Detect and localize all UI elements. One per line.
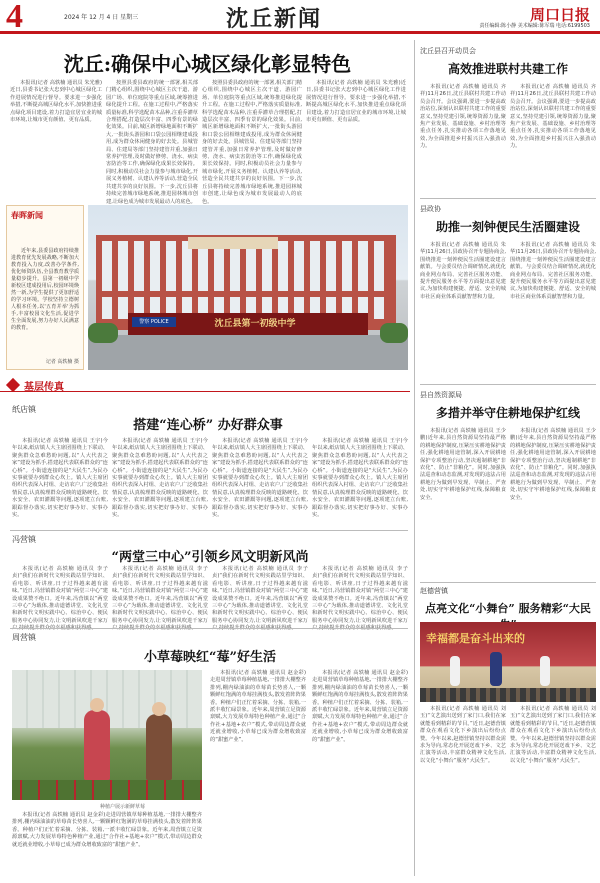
- main-headline: 沈丘:确保中心城区绿化彰显特色: [63, 52, 352, 76]
- r2-headline: 助推一刻钟便民生活圈建设: [435, 220, 580, 234]
- strawberry-photo: [12, 670, 202, 800]
- r2-body-1: 本报讯(记者 高轶楠 通讯员 朱华)11月26日,县政协召开专题协商会,围绕推进一刻钟便民生活圈建设建言献策。与会委员结合调研情况,就优化商业网点布局、完善社区服务功能、提升便民服务水平等方面提出意见建议,为加快构建便捷、舒适、安全的城市社区商业体系贡献智慧和力量。: [420, 242, 506, 300]
- farmer-2-head: [152, 702, 166, 716]
- s3-body-3: 本报讯(记者 高轶楠 通讯员 赵金彩)走进周营镇草莓种植基地,一排排大棚整齐排列,棚内绿油油的草莓苗长势喜人,一颗颗鲜红饱满的草莓挂满枝头,散发着阵阵果香。种植户们正忙着采摘、分拣、装箱,一派丰收忙碌景象。近年来,周营镇立足资源禀赋,大力发展草莓特色种植产业,通过“合作社+基地+农户”模式,带动周边群众就近就业增收,小草莓已成为群众增收致富的“甜蜜产业”。: [12, 812, 202, 848]
- stage-banner: 幸福都是奋斗出来的: [426, 632, 525, 645]
- sidebar-tag: 春晖新闻: [11, 211, 43, 220]
- r4-body-2: 本报讯(记者 高轶楠 通讯员 刘玉)“文艺演出送到了家门口,我们在家就能看到精彩的节目。”近日,赵德营镇群众在观看文化下乡演出后纷纷点赞。今年以来,赵德营镇坚持以群众需求为导向,常态化开展送戏下乡、文艺汇演等活动,丰富群众精神文化生活,以文化“小舞台”服务“大民生”。: [510, 706, 596, 764]
- r1-kicker: 沈丘县召开动员会: [420, 47, 476, 55]
- school-photo: [88, 205, 408, 370]
- r3-headline: 多措并举守住耕地保护红线: [435, 406, 580, 420]
- s1-headline: 搭建“连心桥” 办好群众事: [133, 418, 283, 433]
- performer-1: [450, 656, 460, 686]
- s1-body-1: 本报讯(记者 高轶楠 通讯员 王宇)今年以来,纸店镇人大主席团围绕上下联动、聚焦群众急难愁盼问题,以“人大代表之家”建设为抓手,搭建起代表联系群众的“连心桥”。小街道连接的是“大民生”,为民办实事就要办到群众心坎上。镇人大主席团组织代表深入村组、走访农户,广泛收集社情民意,认真梳理群众反映的道路硬化、饮水安全、农田灌溉等问题,逐项建立台账,跟踪督办落实,切实把好事办好、实事办实。: [12, 438, 108, 519]
- s3-photo-caption: 种植户展示新鲜草莓: [100, 804, 146, 810]
- r1-divider: [420, 198, 596, 199]
- r3-body-1: 本报讯(记者 高轶楠 通讯员 王少鹏)近年来,县自然资源局坚持最严格的耕地保护制度,压紧压实耕地保护责任,强化耕地用途管制,深入开展耕地保护专项整治行动,坚决遏制耕地“非农化”、防止“非粮化”。同时,加强执法巡查和动态监测,对发现的违法占用耕地行为做到早发现、早制止、严查处,切实守牢耕地保护红线,保障粮食安全。: [420, 428, 506, 501]
- s2-body-3: 本报讯(记者 高轶楠 通讯员 李子贞)“我们在新时代文明实践站里学知识、看电影、听讲座,日子过得越来越有滋味。”近日,冯营镇群众对镇“两堂三中心”建设成果赞不绝口。近年来,冯营镇以“两堂三中心”为载体,推动道德讲堂、文化礼堂和新时代文明实践中心、综治中心、便民服务中心协同发力,让文明新风吹进千家万: [212, 566, 308, 624]
- s1-kicker: 纸店镇: [12, 405, 36, 414]
- r1-body-2: 本报讯(记者 高轶楠 通讯员 齐祥)11月26日,沈丘县联村共建工作动员会召开。会议强调,要进一步提高政治站位,深刻认识联村共建工作的重要意义,坚持党建引领,统筹资源力量,聚焦产业发展、基础设施、乡村治理等重点任务,扎实推动各项工作落地见效,为全面推进乡村振兴注入强劲动力。: [510, 84, 596, 150]
- s2-body-4: 本报讯(记者 高轶楠 通讯员 李子贞)“我们在新时代文明实践站里学知识、看电影、听讲座,日子过得越来越有滋味。”近日,冯营镇群众对镇“两堂三中心”建设成果赞不绝口。近年来,冯营镇以“两堂三中心”为载体,推动道德讲堂、文化礼堂和新时代文明实践中心、综治中心、便民服务中心协同发力,让文明新风吹进千家万: [312, 566, 408, 624]
- audience: [420, 688, 596, 702]
- s2-headline: “两堂三中心”引领乡风文明新风尚: [111, 550, 309, 565]
- sidebar-credit: 记者 高轶楠 摄: [45, 359, 79, 365]
- r4-headline: 点亮文化“小舞台” 服务精彩“大民: [425, 602, 591, 615]
- main-intro: 本报讯(记者 高轶楠 通讯员 朱光雅)近日,县委书记张大忠到中心城区绿化工作进展情况进行督导。要求进一步强化举措,不断提高城区绿化水平,加快推进重点绿化项目建设,着力打造宜居宜业的城市环境,让城市更有颜值、更有品质。: [10, 80, 102, 124]
- s3-body-1: 本报讯(记者 高轶楠 通讯员 赵金彩)走进周营镇草莓种植基地,一排排大棚整齐排列,棚内绿油油的草莓苗长势喜人,一颗颗鲜红饱满的草莓挂满枝头,散发着阵阵果香。种植户们正忙着采摘、分拣、装箱,一派丰收忙碌景象。近年来,周营镇立足资源禀赋,大力发展草莓特色种植产业,通过“合作社+基地+农户”模式,带动周边群众就近就业增收,小草莓已成为群众增收致富的“甜蜜产业”。: [210, 670, 306, 743]
- page-number: 4: [6, 0, 23, 35]
- s3-kicker: 周营镇: [12, 633, 36, 642]
- r4-body-1: 本报讯(记者 高轶楠 通讯员 刘玉)“文艺演出送到了家门口,我们在家就能看到精彩的节目。”近日,赵德营镇群众在观看文化下乡演出后纷纷点赞。今年以来,赵德营镇坚持以群众需求为导向,常态化开展送戏下乡、文艺汇演等活动,丰富群众精神文化生活,以文化“小舞台”服务“大民生”。: [420, 706, 506, 764]
- r4-kicker: 赵德营镇: [420, 587, 448, 595]
- gate-school-name: 沈丘县第一初级中学: [214, 319, 296, 329]
- r2-kicker: 县政协: [420, 205, 441, 213]
- sidebar-body: 近年来,县委县政府持续推进教育优先发展战略,不断加大教育投入力度,改善办学条件,优化师资队伍,全县教育教学质量稳步提升。县第一初级中学新校区建成投用后,校园环境焕然一新,为学生提供了更加舒适的学习环境。学校坚持立德树人根本任务,以'五育并举'为抓手,丰富校园文化生活,促进学生全面发展,努力办好人民满意的教育。: [11, 248, 79, 331]
- editor-credits: 责任编辑:陈小静 美术编辑:陈军瑞 电话:6199503: [479, 23, 590, 29]
- s2-body-1: 本报讯(记者 高轶楠 通讯员 李子贞)“我们在新时代文明实践站里学知识、看电影、听讲座,日子过得越来越有滋味。”近日,冯营镇群众对镇“两堂三中心”建设成果赞不绝口。近年来,冯营镇以“两堂三中心”为载体,推动道德讲堂、文化礼堂和新时代文明实践中心、综治中心、便民服务中心协同发力,让文明新风吹进千家万: [12, 566, 108, 624]
- plaza-ground: [88, 335, 408, 370]
- r3-kicker: 县自然资源局: [420, 391, 462, 399]
- tree-right: [380, 323, 408, 343]
- page-date: 2024 年 12 月 4 日 星期三: [64, 14, 139, 21]
- s1-body-4: 本报讯(记者 高轶楠 通讯员 王宇)今年以来,纸店镇人大主席团围绕上下联动、聚焦群众急难愁盼问题,以“人大代表之家”建设为抓手,搭建起代表联系群众的“连心桥”。小街道连接的是“大民生”,为民办实事就要办到群众心坎上。镇人大主席团组织代表深入村组、走访农户,广泛收集社情民意,认真梳理群众反映的道路硬化、饮水安全、农田灌溉等问题,逐项建立台账,跟踪督办落实,切实把好事办好、实事办实。: [312, 438, 408, 519]
- newspaper-logo: 周口日报: [529, 6, 590, 24]
- stage-photo: [420, 622, 596, 702]
- r3-body-2: 本报讯(记者 高轶楠 通讯员 王少鹏)近年来,县自然资源局坚持最严格的耕地保护制度,压紧压实耕地保护责任,强化耕地用途管制,深入开展耕地保护专项整治行动,坚决遏制耕地“非农化”、防止“非粮化”。同时,加强执法巡查和动态监测,对发现的违法占用耕地行为做到早发现、早制止、严查处,切实守牢耕地保护红线,保障粮食安全。: [510, 428, 596, 501]
- s3-headline: 小草莓映红“莓”好生活: [144, 650, 276, 665]
- sidebar-box: [6, 205, 84, 370]
- s2-body-2: 本报讯(记者 高轶楠 通讯员 李子贞)“我们在新时代文明实践站里学知识、看电影、听讲座,日子过得越来越有滋味。”近日,冯营镇群众对镇“两堂三中心”建设成果赞不绝口。近年来,冯营镇以“两堂三中心”为载体,推动道德讲堂、文化礼堂和新时代文明实践中心、综治中心、便民服务中心协同发力,让文明新风吹进千家万: [112, 566, 208, 624]
- r3-divider: [420, 582, 596, 583]
- section-title: 沈丘新闻: [226, 6, 323, 32]
- tree-left: [88, 323, 118, 343]
- farmer-1-head: [90, 698, 104, 712]
- strawberry-rows: [12, 780, 202, 800]
- performer-2: [490, 652, 502, 686]
- s3-body-2: 本报讯(记者 高轶楠 通讯员 赵金彩)走进周营镇草莓种植基地,一排排大棚整齐排列,棚内绿油油的草莓苗长势喜人,一颗颗鲜红饱满的草莓挂满枝头,散发着阵阵果香。种植户们正忙着采摘、分拣、装箱,一派丰收忙碌景象。近年来,周营镇立足资源禀赋,大力发展草莓特色种植产业,通过“合作社+基地+农户”模式,带动周边群众就近就业增收,小草莓已成为群众增收致富的“甜蜜产业”。: [312, 670, 408, 743]
- main-body-1: 按照县委县政府的统一部署,相关部门精心组织,围绕中心城区主次干道、游园广场、单位庭院等重点区域,统筹推进绿化提升工程。在施工过程中,严格落实质量标准,科学选配苗木品种,注重乔灌草合理搭配,打造层次丰富、四季有景的绿化效果。目前,城区新增绿地面积不断扩大,一批街头游园和口袋公园相继建成投用,成为群众休闲健身的好去处。县城管局、住建局等部门坚持建管并重,加强日常养护管理,及时做好修剪、浇水、病虫害防治等工作,确保绿化成果长效保持。同时,积极动员社会力量参与城市绿化,开展义务植树、认建认养等活动,营造全民共建共享的良好氛围。下一步,沈丘县将持续完善城市绿地系统,推进园林城市创建,让绿色成为城市发展最动人的底色。: [106, 80, 198, 205]
- s1-body-3: 本报讯(记者 高轶楠 通讯员 王宇)今年以来,纸店镇人大主席团围绕上下联动、聚焦群众急难愁盼问题,以“人大代表之家”建设为抓手,搭建起代表联系群众的“连心桥”。小街道连接的是“大民生”,为民办实事就要办到群众心坎上。镇人大主席团组织代表深入村组、走访农户,广泛收集社情民意,认真梳理群众反映的道路硬化、饮水安全、农田灌溉等问题,逐项建立台账,跟踪督办落实,切实把好事办好、实事办实。: [212, 438, 308, 519]
- r2-body-2: 本报讯(记者 高轶楠 通讯员 朱华)11月26日,县政协召开专题协商会,围绕推进一刻钟便民生活圈建设建言献策。与会委员结合调研情况,就优化商业网点布局、完善社区服务功能、提升便民服务水平等方面提出意见建议,为加快构建便捷、舒适、安全的城市社区商业体系贡献智慧和力量。: [510, 242, 596, 300]
- r1-body-1: 本报讯(记者 高轶楠 通讯员 齐祥)11月26日,沈丘县联村共建工作动员会召开。会议强调,要进一步提高政治站位,深刻认识联村共建工作的重要意义,坚持党建引领,统筹资源力量,聚焦产业发展、基础设施、乡村治理等重点任务,扎实推动各项工作落地见效,为全面推进乡村振兴注入强劲动力。: [420, 84, 506, 150]
- performer-3: [540, 656, 550, 686]
- r2-divider: [420, 384, 596, 385]
- s1-divider: [10, 530, 408, 531]
- column-rule: [414, 40, 415, 876]
- main-body-2: 按照县委县政府的统一部署,相关部门精心组织,围绕中心城区主次干道、游园广场、单位庭院等重点区域,统筹推进绿化提升工程。在施工过程中,严格落实质量标准,科学选配苗木品种,注重乔灌草合理搭配,打造层次丰富、四季有景的绿化效果。目前,城区新增绿地面积不断扩大,一批街头游园和口袋公园相继建成投用,成为群众休闲健身的好去处。县城管局、住建局等部门坚持建管并重,加强日常养护管理,及时做好修剪、浇水、病虫害防治等工作,确保绿化成果长效保持。同时,积极动员社会力量参与城市绿化,开展义务植树、认建认养等活动,营造全民共建共享的良好氛围。下一步,沈丘县将持续完善城市绿地系统,推进园林城市创建,让绿色成为城市发展最动人的底色。: [202, 80, 302, 205]
- r1-headline: 高效推进联村共建工作: [447, 62, 568, 76]
- section-label: 基层传真: [24, 382, 64, 393]
- s2-divider: [10, 628, 408, 629]
- police-booth-sign: 警察 POLICE: [132, 317, 176, 327]
- page-header: [0, 0, 600, 34]
- farmer-2: [146, 714, 172, 780]
- farmer-1: [84, 710, 110, 780]
- s2-kicker: 冯营镇: [12, 535, 36, 544]
- building-signboard: [188, 237, 278, 249]
- main-body-3: 本报讯(记者 高轶楠 通讯员 朱光雅)近日,县委书记张大忠到中心城区绿化工作进展情况进行督导。要求进一步强化举措,不断提高城区绿化水平,加快推进重点绿化项目建设,着力打造宜居宜业的城市环境,让城市更有颜值、更有品质。: [306, 80, 406, 124]
- s1-body-2: 本报讯(记者 高轶楠 通讯员 王宇)今年以来,纸店镇人大主席团围绕上下联动、聚焦群众急难愁盼问题,以“人大代表之家”建设为抓手,搭建起代表联系群众的“连心桥”。小街道连接的是“大民生”,为民办实事就要办到群众心坎上。镇人大主席团组织代表深入村组、走访农户,广泛收集社情民意,认真梳理群众反映的道路硬化、饮水安全、农田灌溉等问题,逐项建立台账,跟踪督办落实,切实把好事办好、实事办实。: [112, 438, 208, 519]
